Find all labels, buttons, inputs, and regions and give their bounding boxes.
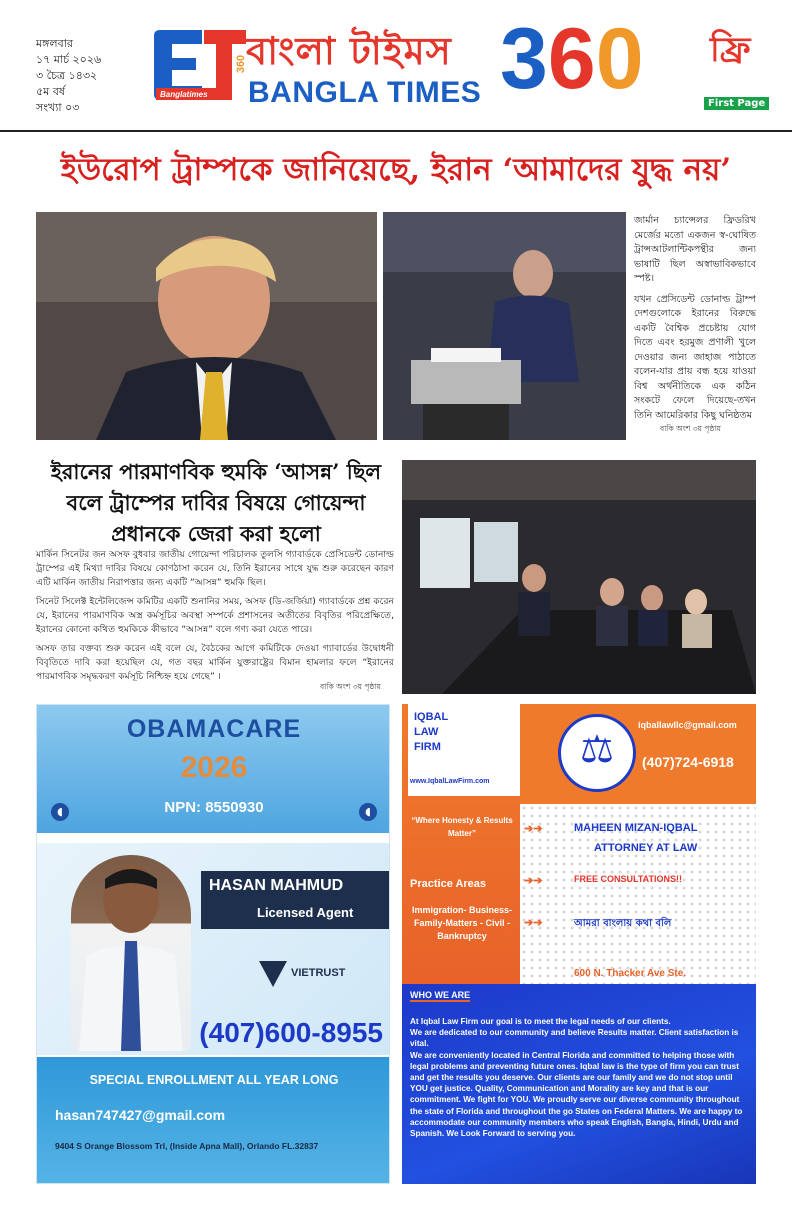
- second-story-body: [36, 548, 394, 689]
- obamacare-title: OBAMACARE: [126, 715, 302, 743]
- law-about-3: We are conveniently located in Central Florida and committed to helping those with legal problems and preventing future ones. Iqbal law is the type of firm you can trust and get the results you deserve. Our clients are our family and we do not stop until YOU get justice. Quality, Communication and Morality are key and that is our commitment. We fight for YOU. We proudly serve our diverse community throughout the state of Florida and throughout the go States on Federal Matters. We are happy to accommodate our community members who speak English, Bangla, Hindi, Urdu and Spanish. We Look Forward to serving you.: [410, 1050, 743, 1139]
- issue-info: [36, 36, 101, 116]
- lead-paragraph-2: যখন প্রেসিডেন্ট ডোনাল্ড ট্রাম্প দেশগুলোকে ইরানের বিরুদ্ধে একটি বৈশ্বিক প্রচেষ্টায় যোগ দিতে এবং হরমুজ প্রণালী খুলে দেওয়ার জন্য জাহাজ পাঠাতে বলেন-যার প্রায় বন্ধ হয়ে যাওয়া বিশ্ব অর্থনীতিকে এক কঠিন সংকটে ফেলে দিয়েছে-তখন তিনি আমেরিকার কিছু ঘনিষ্ঠতম: [634, 293, 756, 421]
- scales-emblem: [558, 714, 636, 792]
- obamacare-npn: NPN: 8550930: [164, 799, 264, 816]
- masthead-divider: [0, 130, 792, 132]
- second-paragraph-2: সিনেট সিলেক্ট ইন্টেলিজেন্স কমিটির একটি শুনানির সময়, অসফ (ডি-জর্জিয়া) গ্যাবার্ডকে প্রশ্ন করেন যে, ইরানের পারমাণবিক অস্ত্র কর্মসূচির অবস্থা সম্পর্কে প্রশাসনের অতীতের বিবৃতির পরিপ্রেক্ষিতে, ইরানের কোনো কথিত হুমকিকে কীভাবে “আসন্ন” বলে গণ্য করা যেতে পারে।: [36, 596, 394, 635]
- law-about-text: [410, 1016, 750, 1139]
- who-we-are-label: WHO WE ARE: [410, 990, 471, 1000]
- law-logo-text: [414, 710, 448, 755]
- title-digit-2: 6: [547, 11, 596, 107]
- law-phone[interactable]: (407)724-6918: [642, 754, 734, 770]
- lead-headline: ইউরোপ ট্রাম্পকে জানিয়েছে, ইরান ‘আমাদের যুদ্ধ নয়’: [60, 152, 732, 188]
- merz-photo: [383, 212, 626, 440]
- arrow-icon: ➔➔: [524, 823, 543, 835]
- enrollment-banner: SPECIAL ENROLLMENT ALL YEAR LONG: [89, 1073, 339, 1087]
- agent-name-first: HASAN: [209, 877, 266, 894]
- lead-paragraph-1: জার্মান চ্যান্সেলর ফ্রিডরিখ মের্জের মতো একজন স্ব-ঘোষিত ট্রান্সআটলান্টিকপন্থীর জন্য ভাষাটি ছিল অস্বাভাবিকভাবে স্পষ্ট।: [634, 215, 756, 284]
- law-email[interactable]: iqballawllc@gmail.com: [638, 720, 737, 730]
- situation-room-image: [402, 460, 756, 694]
- attorney-name: MAHEEN MIZAN-IQBAL: [574, 822, 698, 834]
- agent-name: [209, 877, 343, 895]
- agent-email[interactable]: hasan747427@gmail.com: [55, 1107, 226, 1123]
- second-continued-note: বাকি অংশ ৩য় পৃষ্ঠায়: [320, 682, 381, 691]
- law-address-line-1: 600 N. Thacker Ave Ste.: [574, 968, 687, 979]
- law-about-2: We are dedicated to our community and believe Results matter. Client satisfaction is vital.: [410, 1028, 739, 1049]
- law-logo-line-3: FIRM: [414, 741, 441, 753]
- agent-name-last: MAHMUD: [270, 877, 344, 894]
- law-about-1: At Iqbal Law Firm our goal is to meet the legal needs of our clients.: [410, 1017, 671, 1026]
- law-motto: “Where Honesty & Results Matter”: [411, 816, 513, 838]
- logo-small-text: Banglatimes: [160, 90, 208, 99]
- merz-photo-image: [383, 212, 626, 440]
- second-paragraph-1: মার্কিন সিনেটর জন অসফ বুধবার জাতীয় গোয়েন্দা পরিচালক তুলসি গ্যাবার্ডকে প্রেসিডেন্ট ডোনাল্ড ট্রাম্পের এই মিথ্যা দাবির বিষয়ে কোণঠাসা করেন যে, তিনি ইরানের সাথে যুদ্ধ শুরু করেছেন কারণ এটি মার্কিন জাতীয় নিরাপত্তার জন্য একটি “আসন্ন” হুমকি ছিল।: [36, 549, 394, 588]
- agent-address: 9404 S Orange Blossom Trl, (Inside Apna Mall), Orlando FL.32837: [55, 1141, 319, 1151]
- date-bangla: ৩ চৈত্র ১৪৩২: [36, 69, 98, 82]
- second-headline: ইরানের পারমাণবিক হুমকি ‘আসন্ন’ ছিল বলে ট্রাম্পের দাবির বিষয়ে গোয়েন্দা প্রধানকে জেরা করা হলো: [50, 459, 382, 546]
- logo-mark: [146, 26, 256, 104]
- attorney-title: ATTORNEY AT LAW: [594, 842, 698, 854]
- obamacare-ad[interactable]: [36, 704, 390, 1184]
- bangla-spoken-note: আমরা বাংলায় কথা বলি: [574, 918, 672, 929]
- volume: ৫ম বর্ষ: [36, 85, 65, 98]
- law-website[interactable]: www.IqbalLawFirm.com: [410, 778, 490, 785]
- scales-of-justice-icon: ⚖: [579, 727, 615, 771]
- left-bullet-icon: ◖: [51, 803, 69, 821]
- date-gregorian: ১৭ মার্চ ২০২৬: [36, 53, 102, 66]
- page-label: First Page: [704, 97, 769, 110]
- practice-areas-label: Practice Areas: [410, 878, 487, 890]
- issue-number: সংখ্যা ০৩: [36, 101, 80, 114]
- law-logo-line-2: LAW: [414, 726, 439, 738]
- right-bullet-icon: ◖: [359, 803, 377, 821]
- law-firm-ad[interactable]: [402, 704, 756, 1184]
- title-number: [500, 11, 644, 107]
- title-digit-1: 3: [500, 11, 548, 107]
- title-digit-3: 0: [595, 11, 644, 107]
- arrow-icon: ➔➔: [524, 875, 543, 887]
- vietrust-brand: VIETRUST: [291, 967, 346, 979]
- free-consultation: FREE CONSULTATIONS!!: [574, 874, 682, 884]
- trump-photo: [36, 212, 377, 440]
- weekday: মঙ্গলবার: [36, 37, 73, 50]
- obamacare-year: 2026: [180, 751, 248, 784]
- situation-room-photo: [402, 460, 756, 694]
- agent-role: Licensed Agent: [257, 905, 354, 920]
- price-tag: ফ্রি: [710, 30, 751, 70]
- logo-sub-text: 360: [235, 54, 248, 74]
- agent-phone[interactable]: (407)600-8955: [199, 1017, 383, 1048]
- arrow-icon: ➔➔: [524, 917, 543, 929]
- masthead: [0, 0, 792, 130]
- second-paragraph-3: অসফ তার বক্তব্য শুরু করেন এই বলে যে, বৈঠকের আগে কমিটিকে দেওয়া গ্যাবার্ডের উদ্বোধনী বিবৃতিতে দাবি করা হয়েছিল যে, গত বছর মার্কিন যুক্তরাষ্ট্রের বিমান হামলার ফলে “ইরানের পারমাণবিক সমৃদ্ধকরণ কর্মসূচি নিশ্চিহ্ন হয়ে গেছে” ।: [36, 643, 394, 682]
- practice-areas-list: Immigration- Business- Family-Matters - Civil - Bankruptcy: [411, 905, 512, 941]
- title-english: BANGLA TIMES: [248, 76, 482, 109]
- law-logo-line-1: IQBAL: [414, 711, 449, 723]
- lead-side-column: [634, 214, 756, 429]
- trump-photo-image: [36, 212, 377, 440]
- title-bangla: বাংলা টাইমস: [246, 29, 452, 73]
- lead-continued-note: বাকি অংশ ৩য় পৃষ্ঠায়: [660, 424, 721, 433]
